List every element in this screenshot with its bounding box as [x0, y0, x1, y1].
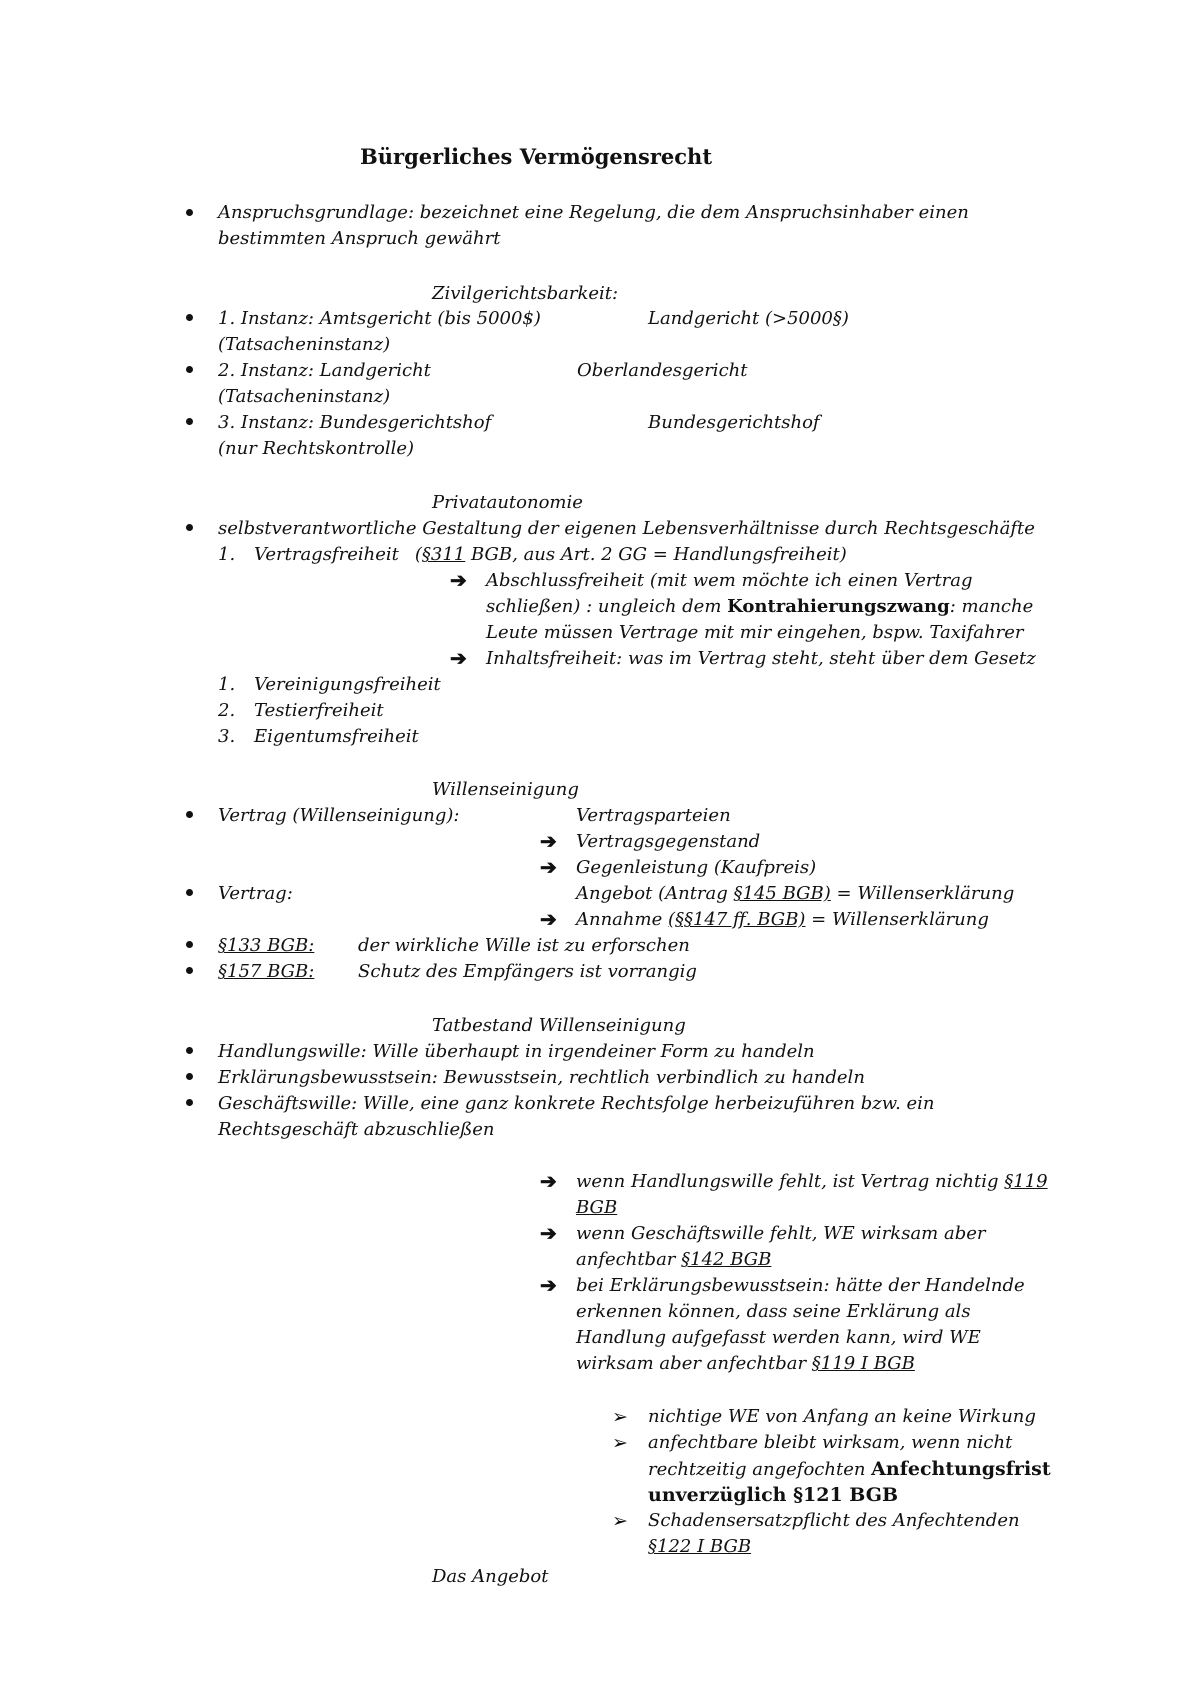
consequence-text — [576, 1247, 771, 1273]
consequence-text: bei Erklärungsbewusstsein: hätte der Handelnde — [576, 1275, 1025, 1296]
arrow-right-icon: ➔ — [540, 855, 557, 879]
bold-term: Anfechtungsfrist — [871, 1458, 1051, 1480]
arrow-item-part: schließen) : ungleich dem — [486, 596, 728, 617]
intro-line: Anspruchsgrundlage: bezeichnet eine Regelung, die dem Anspruchsinhaber einen — [218, 202, 969, 223]
page-title: Bürgerliches Vermögensrecht — [360, 144, 713, 169]
arrow-item-text: Leute müssen Vertrage mit mir eingehen, bspw. Taxifahrer — [486, 622, 1024, 643]
sub-consequence-text: anfechtbare bleibt wirksam, wenn nicht — [648, 1432, 1013, 1453]
contract-detail: Vertragsgegenstand — [576, 831, 761, 852]
instance-court: Landgericht (>5000§) — [648, 308, 849, 329]
consequence-part: anfechtbar — [576, 1249, 682, 1270]
section-heading: Zivilgerichtsbarkeit: — [432, 283, 619, 304]
arrow-right-icon: ➔ — [540, 1221, 557, 1245]
bullet-icon — [186, 1047, 193, 1054]
detail-part: = Willenserklärung — [805, 909, 989, 930]
instance-court: Bundesgerichtshof — [648, 412, 820, 433]
instance-note: (nur Rechtskontrolle) — [218, 438, 415, 459]
arrow-right-icon: ➔ — [540, 1273, 557, 1297]
element-text: Erklärungsbewusstsein: Bewusstsein, rechtlich verbindlich zu handeln — [218, 1067, 865, 1088]
contract-detail — [576, 881, 1014, 907]
instance-note: (Tatsacheninstanz) — [218, 386, 391, 407]
list-number: 2. — [218, 700, 236, 721]
arrow-right-icon: ➔ — [540, 907, 557, 931]
element-text: Geschäftswille: Wille, eine ganz konkrete Rechtsfolge herbeizuführen bzw. ein — [218, 1093, 935, 1114]
law-reference-link[interactable]: §119 — [1004, 1171, 1048, 1192]
detail-part: = Willenserklärung — [830, 883, 1015, 904]
contract-detail: Gegenleistung (Kaufpreis) — [576, 857, 817, 878]
sub-consequence-text: Schadensersatzpflicht des Anfechtenden — [648, 1510, 1020, 1531]
consequence-text: erkennen können, dass seine Erklärung als — [576, 1301, 971, 1322]
law-reference-link[interactable]: §119 I BGB — [811, 1353, 915, 1374]
detail-part: Angebot (Antrag — [576, 883, 734, 904]
law-reference-link[interactable]: §157 BGB: — [218, 961, 315, 982]
list-number: 3. — [218, 726, 236, 747]
arrow-right-icon: ➔ — [450, 568, 467, 592]
law-reference-link[interactable]: §311 — [421, 544, 466, 565]
instance-text: 2. Instanz: Landgericht — [218, 360, 431, 381]
consequence-part: wirksam aber anfechtbar — [576, 1353, 812, 1374]
bullet-icon — [186, 366, 193, 373]
element-text: Handlungswille: Wille überhaupt in irgendeiner Form zu handeln — [218, 1041, 815, 1062]
bullet-icon — [186, 1073, 193, 1080]
consequence-text: Handlung aufgefasst werden kann, wird WE — [576, 1327, 981, 1348]
section-heading: Das Angebot — [432, 1566, 549, 1587]
list-number: 1. — [218, 544, 236, 565]
list-item-text: Testierfreiheit — [254, 700, 384, 721]
law-reference-link[interactable]: §133 BGB: — [218, 935, 315, 956]
list-item-label: Vertragsfreiheit — [254, 544, 399, 565]
law-reference-link[interactable]: §142 BGB — [681, 1249, 772, 1270]
instance-note: (Tatsacheninstanz) — [218, 334, 391, 355]
chevron-right-icon: ➢ — [612, 1510, 628, 1532]
instance-text: 3. Instanz: Bundesgerichtshof — [218, 412, 492, 433]
law-reference-text: der wirkliche Wille ist zu erforschen — [358, 935, 690, 956]
section-heading: Willenseinigung — [432, 779, 579, 800]
contract-label: Vertrag: — [218, 883, 293, 904]
law-reference-link[interactable]: BGB — [576, 1197, 618, 1218]
law-reference-link[interactable]: (§§147 ff. BGB) — [667, 909, 806, 930]
bullet-icon — [186, 811, 193, 818]
arrow-item-part: : manche — [949, 596, 1034, 617]
list-item-text: Vereinigungsfreiheit — [254, 674, 441, 695]
bullet-icon — [186, 418, 193, 425]
law-reference-link[interactable]: §122 I BGB — [648, 1536, 752, 1557]
section-heading: Privatautonomie — [432, 492, 583, 513]
list-item-detail: BGB, aus Art. 2 GG = Handlungsfreiheit) — [465, 544, 847, 565]
arrow-right-icon: ➔ — [540, 1169, 557, 1193]
element-text: Rechtsgeschäft abzuschließen — [218, 1119, 495, 1140]
instance-text: 1. Instanz: Amtsgericht (bis 5000$) — [218, 308, 541, 329]
detail-part: Annahme — [576, 909, 668, 930]
bullet-icon — [186, 314, 193, 321]
bullet-icon — [186, 967, 193, 974]
bullet-icon — [186, 1099, 193, 1106]
bold-term: Kontrahierungszwang — [727, 596, 950, 617]
arrow-item-text: Abschlussfreiheit (mit wem möchte ich einen Vertrag — [486, 570, 973, 591]
arrow-right-icon: ➔ — [540, 829, 557, 853]
sub-consequence-part: rechtzeitig angefochten — [648, 1459, 872, 1480]
consequence-text — [576, 1351, 915, 1377]
arrow-right-icon: ➔ — [450, 646, 467, 670]
sub-consequence-text — [648, 1456, 1051, 1483]
bullet-icon — [186, 889, 193, 896]
bullet-icon — [186, 524, 193, 531]
law-reference-link[interactable]: §145 BGB) — [733, 883, 831, 904]
bullet-icon — [186, 209, 193, 216]
sub-consequence-text: nichtige WE von Anfang an keine Wirkung — [648, 1406, 1036, 1427]
definition-text: selbstverantwortliche Gestaltung der eigenen Lebensverhältnisse durch Rechtsgeschäfte — [218, 518, 1035, 539]
consequence-text: wenn Geschäftswille fehlt, WE wirksam aber — [576, 1223, 986, 1244]
contract-detail: Vertragsparteien — [576, 805, 731, 826]
consequence-part: wenn Handlungswille fehlt, ist Vertrag nichtig — [576, 1171, 1005, 1192]
section-heading: Tatbestand Willenseinigung — [432, 1015, 686, 1036]
instance-court: Oberlandesgericht — [577, 360, 748, 381]
arrow-item-text — [486, 594, 1033, 620]
bold-term: unverzüglich §121 BGB — [648, 1484, 898, 1506]
law-reference-text: Schutz des Empfängers ist vorrangig — [358, 961, 697, 982]
chevron-right-icon: ➢ — [612, 1432, 628, 1454]
paren-open: ( — [414, 544, 422, 565]
contract-label: Vertrag (Willenseinigung): — [218, 805, 460, 826]
contract-detail — [576, 907, 989, 933]
consequence-text — [576, 1169, 1048, 1195]
list-number: 1. — [218, 674, 236, 695]
list-item-text — [254, 542, 847, 568]
intro-line: bestimmten Anspruch gewährt — [218, 228, 501, 249]
arrow-item-text: Inhaltsfreiheit: was im Vertrag steht, steht über dem Gesetz — [486, 648, 1036, 669]
list-item-text: Eigentumsfreiheit — [254, 726, 419, 747]
chevron-right-icon: ➢ — [612, 1406, 628, 1428]
bullet-icon — [186, 941, 193, 948]
